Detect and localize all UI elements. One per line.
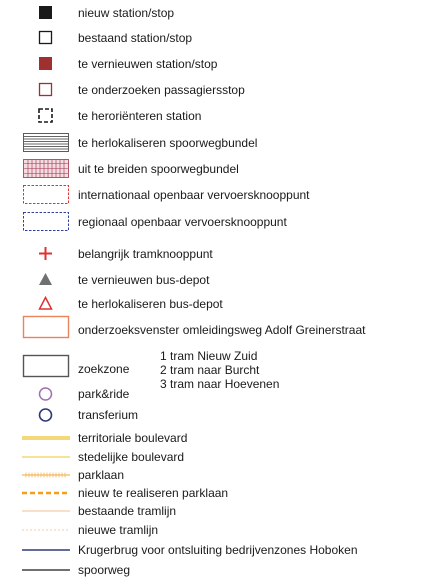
legend-item-tram-node	[0, 244, 421, 264]
legend-item-existing-tramline	[0, 501, 421, 521]
legend-label: transferium	[78, 408, 139, 422]
legend-label: te heroriënteren station	[78, 109, 202, 123]
legend-item-relocate-busdepot	[0, 294, 421, 314]
legend-item-renew-busdepot	[0, 270, 421, 290]
legend-item-parklaan	[0, 465, 421, 485]
legend-item-krugerbrug	[0, 540, 421, 560]
ticked-orange-line-icon	[20, 465, 70, 485]
legend-item-investigate-stop	[0, 80, 421, 100]
purple-circle-icon	[20, 384, 70, 404]
red-plus-icon	[20, 244, 70, 264]
legend-item-urban-boulevard	[0, 447, 421, 467]
legend-item-transferium	[0, 405, 421, 425]
legend-label: Krugerbrug voor ontsluiting bedrijvenzones Hoboken	[78, 543, 358, 557]
legend-item-new-station	[0, 3, 421, 23]
legend-label: te vernieuwen station/stop	[78, 57, 218, 71]
legend-item-new-parklaan	[0, 483, 421, 503]
grey-triangle-icon	[20, 270, 70, 290]
legend-item-extend-railbundle	[0, 159, 421, 179]
dashed-square-icon	[20, 106, 70, 126]
legend-label: stedelijke boulevard	[78, 450, 185, 464]
thick-yellow-line-icon	[20, 428, 70, 448]
orange-outline-rect-icon	[20, 316, 70, 336]
legend-label: te herlokaliseren spoorwegbundel	[78, 136, 258, 150]
dotted-peach-line-icon	[20, 520, 70, 540]
outlined-square-icon	[20, 28, 70, 48]
legend-label: nieuw station/stop	[78, 6, 175, 20]
legend-label: uit te breiden spoorwegbundel	[78, 162, 239, 176]
legend-label: te herlokaliseren bus-depot	[78, 297, 223, 311]
legend-item-territorial-boulevard	[0, 428, 421, 448]
legend-label: nieuw te realiseren parklaan	[78, 486, 229, 500]
legend-label: bestaand station/stop	[78, 31, 193, 45]
dashed-orange-line-icon	[20, 483, 70, 503]
legend-label: territoriale boulevard	[78, 431, 188, 445]
legend-item-regional-hub	[0, 212, 421, 232]
tram-list-item: 2 tram naar Burcht	[160, 363, 260, 377]
legend-label: spoorweg	[78, 563, 131, 577]
thin-yellow-line-icon	[20, 447, 70, 467]
legend-label: bestaande tramlijn	[78, 504, 177, 518]
legend-label: nieuwe tramlijn	[78, 523, 159, 537]
legend-label: te vernieuwen bus-depot	[78, 273, 210, 287]
navy-line-icon	[20, 540, 70, 560]
red-grid-rect-icon	[20, 159, 70, 179]
legend-label: onderzoeksvenster omleidingsweg Adolf Greinerstraat	[78, 323, 366, 337]
legend-label: te onderzoeken passagiersstop	[78, 83, 245, 97]
navy-circle-icon	[20, 405, 70, 425]
legend-item-reorient-station	[0, 106, 421, 126]
legend-item-park-ride	[0, 384, 421, 404]
legend-label: zoekzone	[78, 362, 130, 376]
legend-label: park&ride	[78, 387, 130, 401]
legend-item-renew-station	[0, 54, 421, 74]
legend-item-international-hub	[0, 185, 421, 205]
grey-outline-rect-icon	[20, 355, 70, 375]
filled-dark-red-square-icon	[20, 54, 70, 74]
red-dashed-rect-icon	[20, 185, 70, 205]
black-line-icon	[20, 560, 70, 580]
legend-label: regionaal openbaar vervoersknooppunt	[78, 215, 287, 229]
legend-item-railway	[0, 560, 421, 580]
outlined-dark-red-square-icon	[20, 80, 70, 100]
tram-list-item: 3 tram naar Hoevenen	[160, 377, 280, 391]
legend-label: parklaan	[78, 468, 125, 482]
legend-item-study-window	[0, 318, 421, 338]
legend-item-new-tramline	[0, 520, 421, 540]
blue-dashed-rect-icon	[20, 212, 70, 232]
legend-item-relocate-railbundle	[0, 133, 421, 153]
horizontal-lines-rect-icon	[20, 133, 70, 153]
tram-list-item: 1 tram Nieuw Zuid	[160, 349, 258, 363]
legend-label: belangrijk tramknooppunt	[78, 247, 213, 261]
legend-item-existing-station	[0, 28, 421, 48]
legend-label: internationaal openbaar vervoersknooppunt	[78, 188, 310, 202]
red-outline-triangle-icon	[20, 294, 70, 314]
filled-black-square-icon	[20, 3, 70, 23]
thin-peach-line-icon	[20, 501, 70, 521]
